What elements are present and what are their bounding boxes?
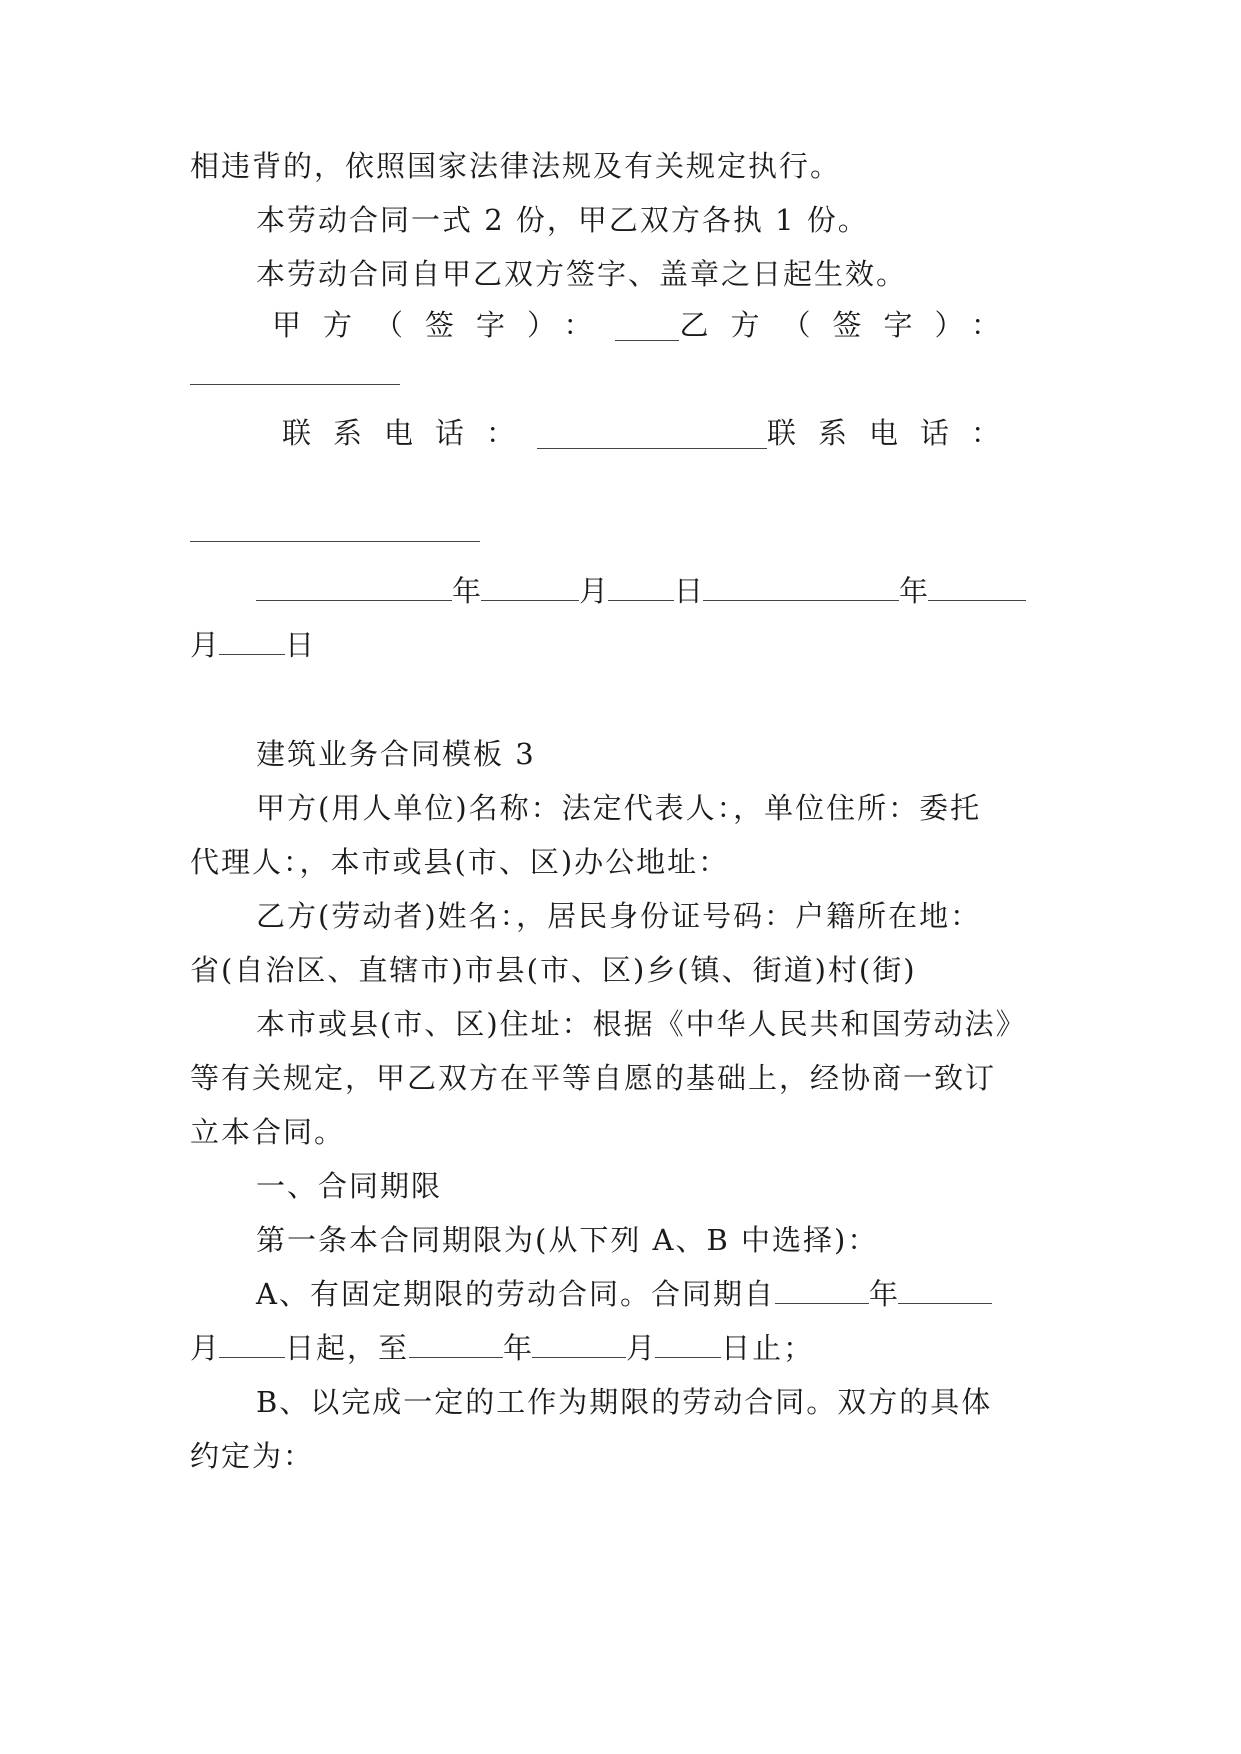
paragraph-party-b: 乙方(劳动者)姓名：，居民身份证号码：户籍所在地：	[256, 899, 982, 933]
date-row	[256, 562, 1050, 620]
party-b-sign-blank[interactable]	[190, 383, 400, 385]
day-label: 日	[285, 628, 315, 662]
start-year-blank[interactable]	[775, 1273, 869, 1304]
month-label: 月	[626, 1331, 656, 1365]
party-a-month-blank[interactable]	[481, 570, 579, 601]
fixed-term-line-cont	[190, 1319, 1050, 1377]
to-text: 日止；	[721, 1331, 815, 1365]
party-a-day-blank[interactable]	[608, 570, 674, 601]
month-label: 月	[579, 574, 609, 608]
end-month-blank[interactable]	[532, 1327, 626, 1358]
end-day-blank[interactable]	[655, 1327, 721, 1358]
end-year-blank[interactable]	[409, 1327, 503, 1358]
party-b-phone-label: 联系电话：	[766, 416, 1022, 450]
party-b-sign-label: 乙方（签字）：	[679, 308, 1022, 342]
article-one: 第一条本合同期限为(从下列 A、B 中选择)：	[256, 1223, 879, 1257]
party-a-sign-blank[interactable]	[615, 310, 680, 341]
start-month-blank[interactable]	[898, 1273, 992, 1304]
paragraph-effective: 本劳动合同自甲乙双方签字、盖章之日起生效。	[256, 257, 908, 291]
paragraph-party-a: 甲方(用人单位)名称：法定代表人：，单位住所：委托	[256, 791, 982, 825]
month-label: 月	[190, 1331, 220, 1365]
task-based-term-cont: 约定为：	[190, 1439, 315, 1473]
paragraph-address: 本市或县(市、区)住址：根据《中华人民共和国劳动法》	[256, 1007, 1027, 1041]
party-b-year-blank[interactable]	[703, 570, 899, 601]
month-label: 月	[190, 628, 220, 662]
year-label: 年	[503, 1331, 533, 1365]
start-day-blank[interactable]	[219, 1327, 285, 1358]
paragraph-address-cont: 等有关规定，甲乙双方在平等自愿的基础上，经协商一致订	[190, 1061, 997, 1095]
from-text: 日起，至	[285, 1331, 410, 1365]
party-a-sign-label: 甲方（签字）：	[272, 308, 615, 342]
paragraph-copies: 本劳动合同一式 2 份，甲乙双方各执 1 份。	[256, 203, 869, 237]
party-b-month-blank[interactable]	[928, 570, 1026, 601]
fixed-term-line	[256, 1265, 1050, 1323]
heading-contract-term: 一、合同期限	[256, 1169, 443, 1203]
year-label: 年	[899, 574, 929, 608]
paragraph-party-a-cont: 代理人：，本市或县(市、区)办公地址：	[190, 845, 730, 879]
year-label: 年	[452, 574, 482, 608]
party-a-year-blank[interactable]	[256, 570, 452, 601]
paragraph-party-b-cont: 省(自治区、直辖市)市县(市、区)乡(镇、街道)村(街)	[190, 953, 917, 987]
task-based-term: B、以完成一定的工作为期限的劳动合同。双方的具体	[256, 1385, 993, 1419]
section-title: 建筑业务合同模板 3	[256, 737, 536, 771]
phone-row	[282, 404, 1022, 462]
year-label: 年	[868, 1277, 898, 1311]
party-b-day-blank[interactable]	[219, 624, 285, 655]
party-a-phone-label: 联系电话：	[282, 416, 538, 450]
paragraph-line: 相违背的，依照国家法律法规及有关规定执行。	[190, 149, 842, 183]
day-label: 日	[674, 574, 704, 608]
party-b-phone-blank[interactable]	[190, 540, 480, 542]
party-a-phone-blank[interactable]	[537, 418, 767, 449]
signature-row	[272, 296, 1022, 354]
paragraph-address-end: 立本合同。	[190, 1115, 346, 1149]
fixed-term-text: A、有固定期限的劳动合同。合同期自	[256, 1277, 775, 1311]
date-row-continued	[190, 616, 1050, 674]
